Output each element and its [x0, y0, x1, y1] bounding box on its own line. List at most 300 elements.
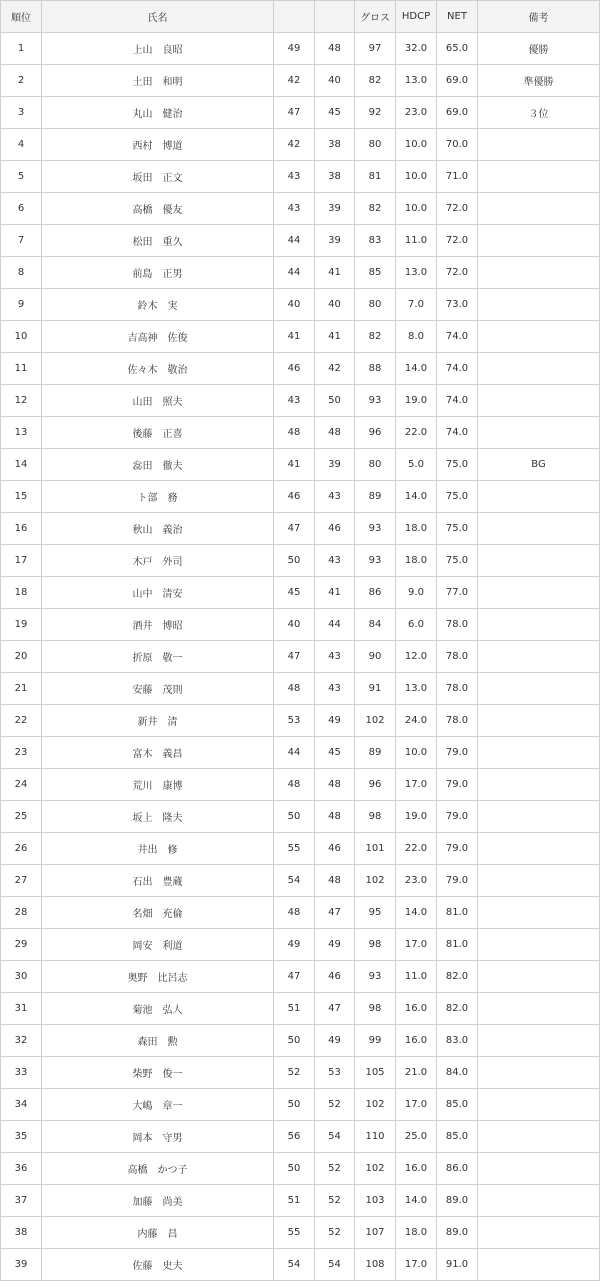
cell-remarks: [478, 289, 600, 321]
table-row: [1, 833, 600, 865]
cell-in: 54: [315, 1249, 355, 1281]
cell-remarks: [478, 225, 600, 257]
table-row: [1, 289, 600, 321]
cell-gross: 102: [355, 705, 396, 737]
cell-gross: 83: [355, 225, 396, 257]
header-name: 氏名: [42, 1, 274, 33]
cell-rank: 22: [1, 705, 42, 737]
cell-remarks: [478, 801, 600, 833]
cell-in: 49: [315, 929, 355, 961]
cell-name: 富木 義昌: [42, 737, 274, 769]
cell-rank: 5: [1, 161, 42, 193]
cell-out: 42: [274, 65, 315, 97]
cell-gross: 98: [355, 929, 396, 961]
cell-gross: 81: [355, 161, 396, 193]
header-hdcp: HDCP: [396, 1, 437, 33]
cell-in: 49: [315, 705, 355, 737]
cell-gross: 103: [355, 1185, 396, 1217]
cell-out: 44: [274, 225, 315, 257]
header-gross: グロス: [355, 1, 396, 33]
cell-gross: 96: [355, 769, 396, 801]
cell-rank: 33: [1, 1057, 42, 1089]
cell-remarks: [478, 833, 600, 865]
cell-out: 48: [274, 673, 315, 705]
cell-net: 84.0: [437, 1057, 478, 1089]
cell-gross: 93: [355, 385, 396, 417]
cell-rank: 11: [1, 353, 42, 385]
cell-gross: 93: [355, 961, 396, 993]
table-row: [1, 481, 600, 513]
cell-hdcp: 14.0: [396, 1185, 437, 1217]
table-row: [1, 97, 600, 129]
cell-hdcp: 11.0: [396, 225, 437, 257]
cell-rank: 12: [1, 385, 42, 417]
cell-remarks: [478, 1185, 600, 1217]
cell-rank: 17: [1, 545, 42, 577]
cell-gross: 85: [355, 257, 396, 289]
table-row: [1, 993, 600, 1025]
cell-in: 39: [315, 193, 355, 225]
cell-in: 45: [315, 97, 355, 129]
cell-out: 55: [274, 1217, 315, 1249]
cell-name: 森田 勲: [42, 1025, 274, 1057]
cell-in: 46: [315, 513, 355, 545]
cell-in: 48: [315, 769, 355, 801]
cell-hdcp: 10.0: [396, 161, 437, 193]
cell-hdcp: 23.0: [396, 865, 437, 897]
cell-in: 43: [315, 673, 355, 705]
cell-gross: 110: [355, 1121, 396, 1153]
cell-remarks: [478, 865, 600, 897]
cell-net: 79.0: [437, 769, 478, 801]
table-row: [1, 1121, 600, 1153]
cell-hdcp: 18.0: [396, 513, 437, 545]
cell-net: 72.0: [437, 193, 478, 225]
table-row: [1, 321, 600, 353]
cell-name: 柴野 俊一: [42, 1057, 274, 1089]
cell-rank: 9: [1, 289, 42, 321]
cell-hdcp: 17.0: [396, 769, 437, 801]
cell-hdcp: 32.0: [396, 33, 437, 65]
cell-name: 折原 敬一: [42, 641, 274, 673]
cell-net: 79.0: [437, 865, 478, 897]
cell-out: 52: [274, 1057, 315, 1089]
cell-out: 47: [274, 513, 315, 545]
cell-remarks: [478, 737, 600, 769]
cell-remarks: [478, 769, 600, 801]
table-row: [1, 1153, 600, 1185]
cell-name: ト部 務: [42, 481, 274, 513]
cell-gross: 89: [355, 481, 396, 513]
cell-gross: 89: [355, 737, 396, 769]
cell-remarks: [478, 129, 600, 161]
cell-in: 44: [315, 609, 355, 641]
cell-net: 83.0: [437, 1025, 478, 1057]
table-row: [1, 161, 600, 193]
cell-hdcp: 19.0: [396, 385, 437, 417]
cell-net: 89.0: [437, 1185, 478, 1217]
cell-out: 40: [274, 289, 315, 321]
cell-net: 86.0: [437, 1153, 478, 1185]
cell-rank: 10: [1, 321, 42, 353]
cell-out: 49: [274, 33, 315, 65]
cell-in: 47: [315, 897, 355, 929]
cell-remarks: [478, 257, 600, 289]
cell-net: 65.0: [437, 33, 478, 65]
cell-rank: 24: [1, 769, 42, 801]
cell-in: 40: [315, 289, 355, 321]
cell-remarks: [478, 897, 600, 929]
table-row: [1, 641, 600, 673]
cell-out: 44: [274, 257, 315, 289]
cell-remarks: [478, 385, 600, 417]
table-row: [1, 193, 600, 225]
cell-gross: 80: [355, 129, 396, 161]
cell-out: 54: [274, 865, 315, 897]
cell-in: 48: [315, 865, 355, 897]
table-row: [1, 737, 600, 769]
cell-in: 52: [315, 1153, 355, 1185]
cell-gross: 108: [355, 1249, 396, 1281]
table-row: [1, 385, 600, 417]
cell-net: 72.0: [437, 257, 478, 289]
cell-hdcp: 10.0: [396, 193, 437, 225]
cell-name: 佐藤 史夫: [42, 1249, 274, 1281]
cell-rank: 32: [1, 1025, 42, 1057]
cell-remarks: 準優勝: [478, 65, 600, 97]
cell-out: 47: [274, 961, 315, 993]
cell-hdcp: 16.0: [396, 993, 437, 1025]
cell-name: 名畑 充倫: [42, 897, 274, 929]
cell-net: 73.0: [437, 289, 478, 321]
cell-gross: 107: [355, 1217, 396, 1249]
cell-remarks: [478, 641, 600, 673]
cell-name: 奥野 比呂志: [42, 961, 274, 993]
cell-name: 高橋 かつ子: [42, 1153, 274, 1185]
cell-rank: 21: [1, 673, 42, 705]
cell-remarks: [478, 1025, 600, 1057]
cell-rank: 26: [1, 833, 42, 865]
cell-name: 荒川 康博: [42, 769, 274, 801]
cell-in: 48: [315, 801, 355, 833]
cell-net: 82.0: [437, 993, 478, 1025]
header-remarks: 備考: [478, 1, 600, 33]
cell-net: 74.0: [437, 385, 478, 417]
cell-net: 78.0: [437, 673, 478, 705]
cell-in: 50: [315, 385, 355, 417]
cell-gross: 93: [355, 513, 396, 545]
cell-hdcp: 12.0: [396, 641, 437, 673]
cell-gross: 90: [355, 641, 396, 673]
cell-in: 47: [315, 993, 355, 1025]
cell-remarks: [478, 1089, 600, 1121]
cell-name: 土田 和明: [42, 65, 274, 97]
table-row: [1, 65, 600, 97]
cell-out: 47: [274, 97, 315, 129]
cell-in: 38: [315, 129, 355, 161]
cell-rank: 30: [1, 961, 42, 993]
cell-gross: 82: [355, 193, 396, 225]
cell-remarks: [478, 1153, 600, 1185]
table-body: [1, 33, 600, 1281]
cell-gross: 86: [355, 577, 396, 609]
cell-rank: 13: [1, 417, 42, 449]
cell-net: 75.0: [437, 513, 478, 545]
header-in: [315, 1, 355, 33]
table-row: [1, 577, 600, 609]
cell-net: 69.0: [437, 65, 478, 97]
cell-name: 秋山 義治: [42, 513, 274, 545]
cell-net: 72.0: [437, 225, 478, 257]
cell-gross: 82: [355, 65, 396, 97]
cell-in: 48: [315, 417, 355, 449]
cell-in: 53: [315, 1057, 355, 1089]
cell-hdcp: 24.0: [396, 705, 437, 737]
cell-rank: 29: [1, 929, 42, 961]
cell-name: 後藤 正喜: [42, 417, 274, 449]
cell-remarks: [478, 609, 600, 641]
cell-in: 40: [315, 65, 355, 97]
cell-out: 51: [274, 993, 315, 1025]
cell-rank: 25: [1, 801, 42, 833]
table-row: [1, 1025, 600, 1057]
cell-remarks: [478, 929, 600, 961]
cell-out: 53: [274, 705, 315, 737]
cell-out: 49: [274, 929, 315, 961]
cell-net: 81.0: [437, 929, 478, 961]
cell-hdcp: 25.0: [396, 1121, 437, 1153]
cell-out: 50: [274, 545, 315, 577]
cell-out: 41: [274, 449, 315, 481]
cell-net: 79.0: [437, 801, 478, 833]
cell-hdcp: 17.0: [396, 929, 437, 961]
cell-net: 74.0: [437, 321, 478, 353]
header-net: NET: [437, 1, 478, 33]
cell-hdcp: 10.0: [396, 737, 437, 769]
cell-name: 山田 照夫: [42, 385, 274, 417]
cell-in: 43: [315, 545, 355, 577]
cell-rank: 18: [1, 577, 42, 609]
cell-remarks: [478, 1121, 600, 1153]
cell-in: 42: [315, 353, 355, 385]
cell-net: 79.0: [437, 833, 478, 865]
cell-out: 50: [274, 1153, 315, 1185]
cell-hdcp: 16.0: [396, 1153, 437, 1185]
cell-rank: 31: [1, 993, 42, 1025]
cell-name: 井出 修: [42, 833, 274, 865]
cell-out: 48: [274, 769, 315, 801]
cell-hdcp: 13.0: [396, 65, 437, 97]
cell-remarks: [478, 577, 600, 609]
cell-gross: 82: [355, 321, 396, 353]
cell-rank: 7: [1, 225, 42, 257]
header-out: [274, 1, 315, 33]
cell-in: 46: [315, 833, 355, 865]
cell-net: 91.0: [437, 1249, 478, 1281]
cell-hdcp: 22.0: [396, 833, 437, 865]
table-row: [1, 1089, 600, 1121]
cell-name: 丸山 健治: [42, 97, 274, 129]
cell-name: 高橋 優友: [42, 193, 274, 225]
cell-remarks: [478, 1249, 600, 1281]
cell-gross: 98: [355, 993, 396, 1025]
cell-rank: 38: [1, 1217, 42, 1249]
cell-net: 85.0: [437, 1089, 478, 1121]
cell-net: 78.0: [437, 609, 478, 641]
table-row: [1, 33, 600, 65]
cell-name: 岡安 利道: [42, 929, 274, 961]
cell-in: 45: [315, 737, 355, 769]
table-row: [1, 705, 600, 737]
cell-out: 42: [274, 129, 315, 161]
table-row: [1, 1057, 600, 1089]
cell-gross: 88: [355, 353, 396, 385]
cell-out: 55: [274, 833, 315, 865]
cell-in: 52: [315, 1089, 355, 1121]
cell-remarks: [478, 545, 600, 577]
cell-remarks: [478, 993, 600, 1025]
cell-net: 89.0: [437, 1217, 478, 1249]
cell-in: 39: [315, 225, 355, 257]
cell-gross: 91: [355, 673, 396, 705]
cell-remarks: [478, 1217, 600, 1249]
table-row: [1, 609, 600, 641]
cell-rank: 19: [1, 609, 42, 641]
cell-hdcp: 14.0: [396, 897, 437, 929]
cell-rank: 8: [1, 257, 42, 289]
cell-rank: 6: [1, 193, 42, 225]
cell-rank: 16: [1, 513, 42, 545]
cell-name: 新井 清: [42, 705, 274, 737]
cell-in: 38: [315, 161, 355, 193]
cell-hdcp: 14.0: [396, 353, 437, 385]
table-row: [1, 257, 600, 289]
cell-gross: 80: [355, 449, 396, 481]
table-row: [1, 353, 600, 385]
cell-out: 46: [274, 481, 315, 513]
cell-remarks: [478, 161, 600, 193]
table-header: [1, 1, 600, 33]
cell-gross: 84: [355, 609, 396, 641]
cell-out: 50: [274, 801, 315, 833]
cell-hdcp: 5.0: [396, 449, 437, 481]
table-row: [1, 769, 600, 801]
cell-name: 坂田 正文: [42, 161, 274, 193]
table-row: [1, 929, 600, 961]
cell-name: 上山 良昭: [42, 33, 274, 65]
cell-out: 44: [274, 737, 315, 769]
header-rank: 順位: [1, 1, 42, 33]
cell-gross: 99: [355, 1025, 396, 1057]
cell-rank: 27: [1, 865, 42, 897]
cell-net: 82.0: [437, 961, 478, 993]
cell-rank: 37: [1, 1185, 42, 1217]
table-row: [1, 449, 600, 481]
cell-name: 鈴木 実: [42, 289, 274, 321]
cell-out: 51: [274, 1185, 315, 1217]
cell-hdcp: 18.0: [396, 545, 437, 577]
cell-name: 石出 豊蔵: [42, 865, 274, 897]
cell-remarks: [478, 481, 600, 513]
cell-out: 40: [274, 609, 315, 641]
table-row: [1, 865, 600, 897]
cell-remarks: [478, 321, 600, 353]
cell-hdcp: 18.0: [396, 1217, 437, 1249]
cell-rank: 3: [1, 97, 42, 129]
cell-name: 酒井 博昭: [42, 609, 274, 641]
table-row: [1, 801, 600, 833]
table-row: [1, 897, 600, 929]
cell-out: 43: [274, 161, 315, 193]
cell-out: 50: [274, 1089, 315, 1121]
cell-net: 78.0: [437, 641, 478, 673]
cell-name: 山中 清安: [42, 577, 274, 609]
cell-remarks: [478, 513, 600, 545]
cell-in: 41: [315, 577, 355, 609]
cell-name: 安藤 茂則: [42, 673, 274, 705]
cell-out: 43: [274, 385, 315, 417]
cell-rank: 14: [1, 449, 42, 481]
cell-name: 吉高神 佐俊: [42, 321, 274, 353]
cell-hdcp: 13.0: [396, 673, 437, 705]
header-row: [1, 1, 600, 33]
cell-out: 48: [274, 897, 315, 929]
cell-hdcp: 6.0: [396, 609, 437, 641]
cell-net: 75.0: [437, 449, 478, 481]
cell-name: 西村 博道: [42, 129, 274, 161]
table-row: [1, 513, 600, 545]
cell-hdcp: 22.0: [396, 417, 437, 449]
cell-in: 41: [315, 321, 355, 353]
cell-name: 松田 重久: [42, 225, 274, 257]
cell-net: 75.0: [437, 545, 478, 577]
cell-hdcp: 8.0: [396, 321, 437, 353]
cell-rank: 15: [1, 481, 42, 513]
cell-gross: 93: [355, 545, 396, 577]
cell-hdcp: 11.0: [396, 961, 437, 993]
cell-name: 内藤 昌: [42, 1217, 274, 1249]
cell-gross: 105: [355, 1057, 396, 1089]
cell-remarks: [478, 193, 600, 225]
cell-hdcp: 17.0: [396, 1249, 437, 1281]
cell-remarks: ３位: [478, 97, 600, 129]
cell-remarks: [478, 961, 600, 993]
table-row: [1, 961, 600, 993]
cell-net: 81.0: [437, 897, 478, 929]
cell-hdcp: 10.0: [396, 129, 437, 161]
table-row: [1, 225, 600, 257]
cell-name: 惢田 徹夫: [42, 449, 274, 481]
cell-remarks: [478, 417, 600, 449]
cell-rank: 4: [1, 129, 42, 161]
cell-net: 78.0: [437, 705, 478, 737]
cell-net: 75.0: [437, 481, 478, 513]
cell-remarks: [478, 673, 600, 705]
cell-in: 39: [315, 449, 355, 481]
cell-gross: 102: [355, 1153, 396, 1185]
table-row: [1, 673, 600, 705]
cell-hdcp: 19.0: [396, 801, 437, 833]
cell-out: 48: [274, 417, 315, 449]
cell-net: 70.0: [437, 129, 478, 161]
cell-in: 43: [315, 641, 355, 673]
cell-in: 54: [315, 1121, 355, 1153]
cell-hdcp: 17.0: [396, 1089, 437, 1121]
cell-remarks: BG: [478, 449, 600, 481]
table-row: [1, 1185, 600, 1217]
cell-net: 69.0: [437, 97, 478, 129]
cell-out: 56: [274, 1121, 315, 1153]
